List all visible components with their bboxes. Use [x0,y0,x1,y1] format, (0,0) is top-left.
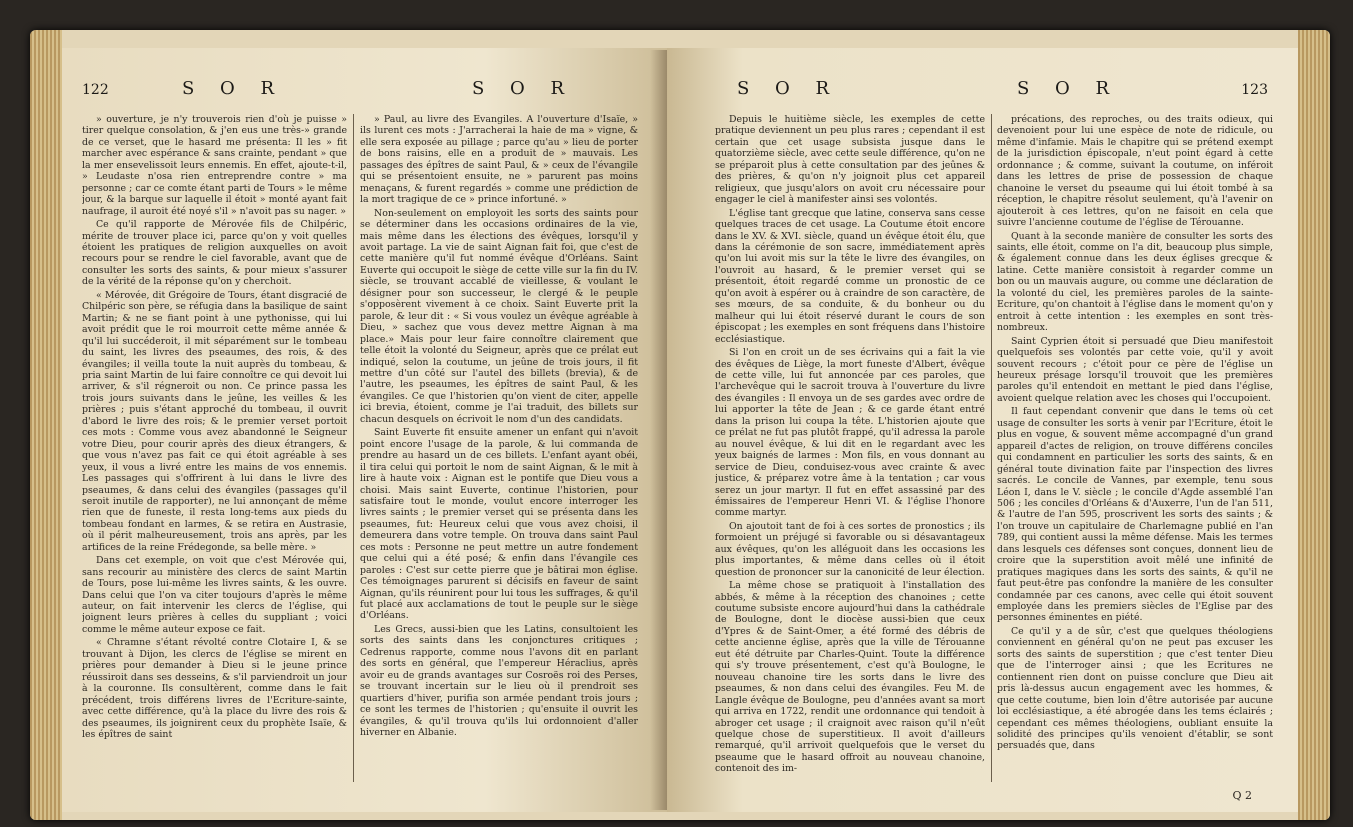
right-page-number: 123 [1241,82,1268,98]
column-rule [991,114,992,782]
paragraph: Depuis le huitième siècle, les exemples de cette pratique deviennent un peu plus rares ; cependant il est certain que cet usage subsista jusque dans le quatorzième siècle, avec cette seule différence, qu'on ne se préparoit plus à cette consultation par des jeûnes & des prières, & qu'on n'y joignoit plus cet appareil religieux, que jusqu'alors on avoit cru nécessaire pour engager le ciel à manifester ainsi ses volontés. [715,114,985,206]
paragraph: Non-seulement on employoit les sorts des saints pour se déterminer dans les occasions ordinaires de la vie, mais même dans les élections des évêques, lorsqu'il y avoit partage. La vie de saint Aignan fait foi, que c'est de cette manière qu'il fut nommé évêque d'Orléans. Saint Euverte qui occupoit le siège de cette ville sur la fin du IV. siècle, se trouvant accablé de vieillesse, & voulant le désigner pour son successeur, le clergé & le peuple s'opposèrent vivement à ce choix. Saint Euverte prit la parole, & leur dit : « Si vous voulez un évêque agréable à Dieu, » sachez que vous devez mettre Aignan à ma place.» Mais pour leur faire connoître clairement que telle étoit la volonté du Seigneur, après que ce prélat eut indiqué, selon la coutume, un jeûne de trois jours, il fit mettre d'un côté sur l'autel des billets (brevia), & de l'autre, les pseaumes, les épîtres de saint Paul, & les évangiles. Ce que l'historien qu'on vient de citer, appelle ici brevia, étoient, comme je l'ai traduit, des billets sur chacun desquels on écrivoit le nom d'un des candidats. [360,207,638,425]
left-page [62,48,667,812]
right-running-head-1: S O R [737,78,840,99]
paragraph: Quant à la seconde manière de consulter les sorts des saints, elle étoit, comme on l'a dit, beaucoup plus simple, & également connue dans les deux églises grecque & latine. Cette manière consistoit à regarder comme un bon ou un mauvais augure, ou comme une déclaration de la volonté du ciel, les premières paroles de la sainte-Ecriture, qu'on chantoit à l'église dans le moment qu'on y entroit à cette intention : les exemples en sont très-nombreux. [997,230,1273,334]
left-column-1 [82,114,347,788]
paragraph: On ajoutoit tant de foi à ces sortes de pronostics ; ils formoient un préjugé si favorable ou si désavantageux aux évêques, qu'on les alléguoit dans les occasions les plus importantes, & même dans celles où il étoit question de prononcer sur la canonicité de leur élection. [715,520,985,578]
left-running-head-2: S O R [472,78,575,99]
right-running-head-2: S O R [1017,78,1120,99]
page-edges-right [1298,30,1330,820]
paragraph: Si l'on en croit un de ses écrivains qui a fait la vie des évêques de Liège, la mort funeste d'Albert, évêque de cette ville, lui fut annoncée par ces paroles, que l'archevêque qui le sacroit trouva à l'ouverture du livre des évangiles : Il envoya un de ses gardes avec ordre de lui apporter la tête de Jean ; & ce garde étant entré dans la prison lui coupa la tête. L'historien ajoute que ce prélat ne fut pas plutôt frappé, qu'il adressa la parole au nouvel évêque, & lui dit en le regardant avec les yeux baignés de larmes : Mon fils, en vous donnant au service de Dieu, conduisez-vous avec crainte & avec justice, & préparez votre âme à la tentation ; car vous serez un jour martyr. Il fut en effet assassiné par des émissaires de l'empereur Henri VI. & l'église l'honore comme martyr. [715,347,985,519]
paragraph: « Mérovée, dit Grégoire de Tours, étant disgracié de Chilpéric son père, se réfugia dans la basilique de saint Martin; & ne se fiant point à une pythonisse, qui lui avoit prédit que le roi mourroit cette même année & qu'il lui succéderoit, il mit séparément sur le tombeau du saint, les livres des pseaumes, des rois, & des évangiles; il veilla toute la nuit auprès du tombeau, & pria saint Martin de lui faire connoître ce qui devoit lui arriver, & s'il régneroit ou non. Ce prince passa les trois jours suivants dans le jeûne, les veilles & les prières ; puis s'étant approché du tombeau, il ouvrit d'abord le livre des rois; & le premier verset portoit ces mots : Comme vous avez abandonné le Seigneur votre Dieu, pour courir après des dieux étrangers, & que vous n'avez pas fait ce qui étoit agréable à ses yeux, il vous a livré entre les mains de vos ennemis. Les passages qui s'offrirent à lui dans le livre des pseaumes, & dans celui des évangiles (passages qu'il seroit inutile de rapporter), ne lui annonçant de même rien que de funeste, il resta long-tems aux pieds du tombeau fondant en larmes, & se retira en Austrasie, où il périt malheureusement, trois ans après, par les artifices de la reine Frédegonde, sa belle mère. » [82,289,347,553]
left-running-head-1: S O R [182,78,285,99]
page-edges-left [30,30,62,820]
open-book [30,30,1330,820]
paragraph: » ouverture, je n'y trouverois rien d'où je puisse » tirer quelque consolation, & j'en eus une très-» grande de ce verset, que le hasard me présenta: Il les » fit marcher avec espérance & sans crainte, pendant » que la mer ensevelissoit leurs ennemis. En effet, ajoute-t-il, » Leudaste n'osa rien entreprendre contre » ma personne ; car ce comte étant parti de Tours » le même jour, & la barque sur laquelle il étoit » monté ayant fait naufrage, il auroit été noyé s'il » n'avoit pas su nager. » [82,114,347,217]
right-running-header [667,78,1298,110]
right-column-2 [997,114,1273,788]
paragraph: Saint Cyprien étoit si persuadé que Dieu manifestoit quelquefois ses volontés par cette voie, qu'il y avoit souvent recours ; c'étoit pour ce père de l'église un heureux présage lorsqu'il trouvoit que les premières paroles qu'il entendoit en mettant le pied dans l'église, avoient quelque relation avec les choses qui l'occupoient. [997,335,1273,404]
left-column-2 [360,114,638,788]
paragraph: L'église tant grecque que latine, conserva sans cesse quelques traces de cet usage. La Coutume étoit encore dans le XV. & XVI. siècle, quand un évêque étoit élu, que dans la cérémonie de son sacre, immédiatement après qu'on lui avoit mis sur la tête le livre des évangiles, on l'ouvroit au hasard, & le premier verset qui se présentoit, étoit regardé comme un pronostic de ce qu'on avoit à espérer ou à craindre de son caractère, de ses mœurs, de sa conduite, & du bonheur ou du malheur qui lui étoit réservé durant le cours de son épiscopat ; les exemples en sont fréquens dans l'histoire ecclésiastique. [715,207,985,345]
left-page-number: 122 [82,82,109,98]
paragraph: » Paul, au livre des Evangiles. A l'ouverture d'Isaïe, » ils lurent ces mots : J'arracherai la haie de ma » vigne, & elle sera exposée au pillage ; parce qu'au » lieu de porter de bons raisins, elle en a produit de » mauvais. Les passages des épîtres de saint Paul, & » ceux de l'évangile qui se présentoient ensuite, ne » parurent pas moins menaçans, & furent regardés » comme une prédiction de la mort tragique de ce » prince infortuné. » [360,114,638,206]
right-column-1 [715,114,985,788]
paragraph: La même chose se pratiquoit à l'installation des abbés, & même à la réception des chanoines ; cette coutume subsiste encore aujourd'hui dans la cathédrale de Boulogne, dont le diocèse aussi-bien que ceux d'Ypres & de Saint-Omer, a été formé des débris de cette ancienne église, après que la ville de Térouanne eut été détruite par Charles-Quint. Toute la différence qui s'y trouve présentement, c'est qu'à Boulogne, le nouveau chanoine tire les sorts dans le livre des pseaumes, & non dans celui des évangiles. Feu M. de Langle évêque de Boulogne, peu d'années avant sa mort qui arriva en 1722, rendit une ordonnance qui tendoit à abroger cet usage ; il craignoit avec raison qu'il n'eût quelque chose de superstitieux. Il avoit d'ailleurs remarqué, qu'il arrivoit quelquefois que le verset du pseaume que le hasard offroit au nouveau chanoine, contenoit des im- [715,580,985,775]
right-page [667,48,1298,812]
left-running-header [62,78,667,110]
column-rule [353,114,354,782]
signature-mark: Q 2 [1232,789,1252,802]
paragraph: Ce qu'il y a de sûr, c'est que quelques théologiens conviennent en général qu'on ne peut pas excuser les sorts des saints de superstition ; que c'est tenter Dieu que de l'interroger ainsi ; que les Ecritures ne contiennent rien dont on puisse conclure que Dieu ait pris là-dessus aucun engagement avec les hommes, & que cette coutume, bien loin d'être autorisée par aucune loi ecclésiastique, a été abrogée dans les tems éclairés ; cependant ces mêmes théologiens, oubliant ensuite la solidité des principes qu'ils venoient d'établir, se sont persuadés que, dans [997,625,1273,752]
paragraph: Il faut cependant convenir que dans le tems où cet usage de consulter les sorts à venir par l'Ecriture, étoit le plus en vogue, & souvent même accompagné d'un grand appareil d'actes de religion, on trouve différens conciles qui condamnent en particulier les sorts des saints, & en général toute divination faite par l'inspection des livres sacrés. Le concile de Vannes, par exemple, tenu sous Léon I, dans le V. siècle ; le concile d'Agde assemblé l'an 506 ; les conciles d'Orléans & d'Auxerre, l'un de l'an 511, & l'autre de l'an 595, proscrivent les sorts des saints ; & l'on trouve un capitulaire de Charlemagne publié en l'an 789, qui contient aussi la même défense. Mais les termes dans lesquels ces défenses sont conçues, donnent lieu de croire que la superstition avoit mêlé une infinité de pratiques magiques dans les sorts des saints, & qu'il ne faut peut-être pas confondre la manière de les consulter condamnée par ces canons, avec celle qui étoit souvent employée dans les premiers siècles de l'Eglise par des personnes éminentes en piété. [997,406,1273,624]
paragraph: Dans cet exemple, on voit que c'est Mérovée qui, sans recourir au ministère des clercs de saint Martin de Tours, pose lui-même les livres saints, & les ouvre. Dans celui que l'on va citer toujours d'après le même auteur, on fait intervenir les clercs de l'église, qui joignent leurs prières à celles du suppliant ; voici comme le même auteur expose ce fait. [82,555,347,635]
paragraph: précations, des reproches, ou des traits odieux, qui devenoient pour lui une espèce de note de ridicule, ou même d'infamie. Mais le chapitre qui se prétend exempt de la jurisdiction épiscopale, n'eut point égard à cette ordonnance ; & comme, suivant la coutume, on inféroit dans les lettres de prise de possession de chaque chanoine le verset du pseaume qui lui étoit tombé à sa réception, le chapitre résolut seulement, qu'à l'avenir on ajouteroit à ces lettres, qu'on ne faisoit en cela que suivre l'ancienne coutume de l'église de Térouanne. [997,114,1273,229]
paragraph: Ce qu'il rapporte de Mérovée fils de Chilpéric, mérite de trouver place ici, parce qu'on y voit quelles étoient les pratiques de religion auxquelles on avoit recours pour se rendre le ciel favorable, avant que de consulter les sorts des saints, & pour mieux s'assurer de la vérité de la réponse qu'on y cherchoit. [82,219,347,288]
paragraph: Les Grecs, aussi-bien que les Latins, consultoient les sorts des saints dans les conjonctures critiques ; Cedrenus rapporte, comme nous l'avons dit en parlant des sorts en général, que l'empereur Héraclius, après avoir eu de grands avantages sur Cosroës roi des Perses, se trouvant incertain sur le lieu où il prendroit ses quartiers d'hiver, purifia son armée pendant trois jours ; ce sont les termes de l'historien ; qu'ensuite il ouvrit les évangiles, & qu'il trouva qu'ils lui ordonnoient d'aller hiverner en Albanie. [360,623,638,739]
paragraph: Saint Euverte fit ensuite amener un enfant qui n'avoit point encore l'usage de la parole, & lui commanda de prendre au hasard un de ces billets. L'enfant ayant obéi, il tira celui qui portoit le nom de saint Aignan, & le mit à lire à haute voix : Aignan est le pontife que Dieu vous a choisi. Mais saint Euverte, continue l'historien, pour satisfaire tout le monde, voulut encore interroger les livres saints ; le premier verset qui se présenta dans les pseaumes, fut: Heureux celui que vous avez choisi, il demeurera dans votre temple. On trouva dans saint Paul ces mots : Personne ne peut mettre un autre fondement que celui qui a été posé; & enfin dans l'évangile ces paroles : C'est sur cette pierre que je bâtirai mon église. Ces témoignages parurent si décisifs en faveur de saint Aignan, qu'ils réunirent pour lui tous les suffrages, & qu'il fut placé aux acclamations de tout le peuple sur le siège d'Orléans. [360,427,638,622]
paragraph: « Chramne s'étant révolté contre Clotaire I, & se trouvant à Dijon, les clercs de l'église se mirent en prières pour demander à Dieu si le jeune prince réussiroit dans ses desseins, & s'il parviendroit un jour à la couronne. Ils consultèrent, comme dans le fait précédent, trois différens livres de l'Ecriture-sainte, avec cette différence, qu'à la place du livre des rois & des pseaumes, ils joignirent ceux du prophète Isaïe, & les épîtres de saint [82,637,347,741]
